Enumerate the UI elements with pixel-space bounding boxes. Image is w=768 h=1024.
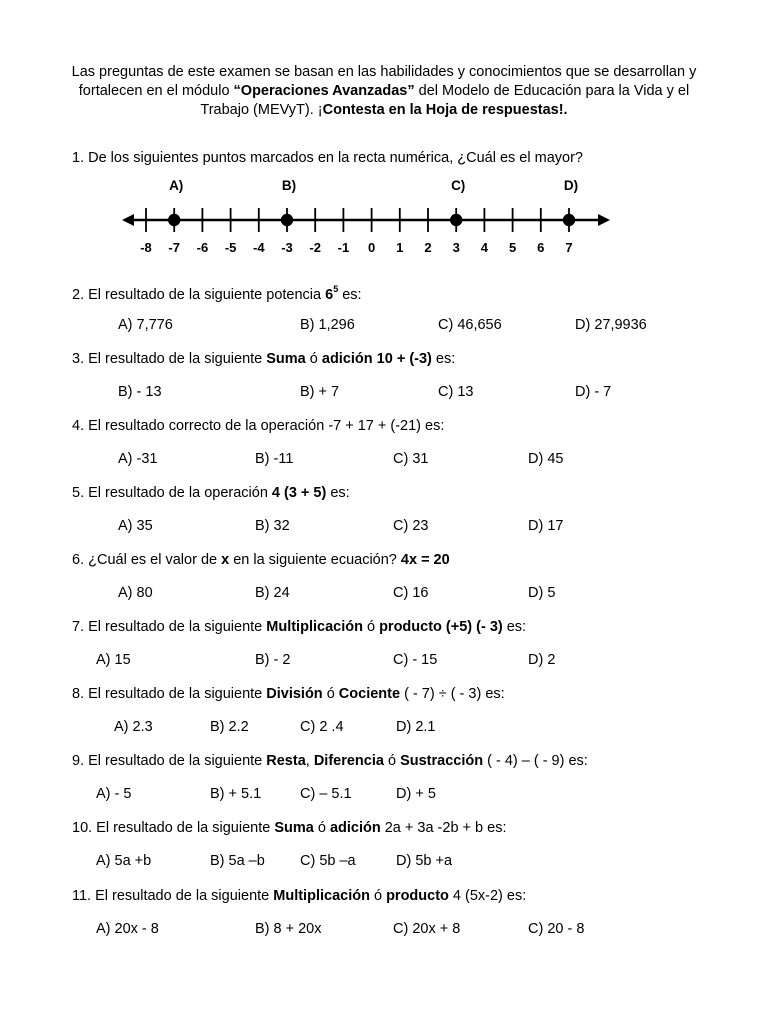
number-line-tick-label: 3 bbox=[452, 240, 460, 255]
answer-option: D) 45 bbox=[528, 451, 564, 467]
question-text: 4 (5x-2) es: bbox=[448, 888, 527, 904]
question-text: 6. ¿Cuál es el valor de bbox=[72, 552, 222, 568]
question-text: 4 (3 + 5) bbox=[271, 485, 327, 501]
number-line-point bbox=[563, 214, 575, 226]
number-line-tick-label: -1 bbox=[337, 240, 350, 255]
answer-option: B) 2.2 bbox=[210, 719, 249, 735]
question-text: ó bbox=[369, 888, 387, 904]
question-text: es: bbox=[431, 351, 456, 367]
number-line-tick-label: 0 bbox=[367, 240, 376, 255]
number-line-point bbox=[168, 214, 180, 226]
answer-option: D) 27,9936 bbox=[575, 317, 647, 333]
number-line-tick-label: 4 bbox=[480, 240, 489, 255]
answer-option: A) 5a +b bbox=[96, 853, 152, 869]
question-9 bbox=[72, 753, 588, 769]
question-text: Suma bbox=[266, 351, 306, 367]
question-text: 8. El resultado de la siguiente bbox=[72, 686, 267, 702]
answer-option: D) 2.1 bbox=[396, 719, 436, 735]
question-text: Resta bbox=[266, 753, 306, 769]
question-text: ó bbox=[383, 753, 401, 769]
question-text: Suma bbox=[274, 820, 314, 836]
question-text: ó bbox=[322, 686, 339, 702]
question-text: ( - 4) – ( - 9) es: bbox=[483, 753, 588, 769]
question-text: 5 bbox=[333, 284, 339, 294]
question-5 bbox=[72, 485, 350, 501]
number-line-tick-label: 2 bbox=[424, 240, 432, 255]
answer-option: C) 20 - 8 bbox=[528, 921, 585, 937]
answer-option: C) 2 .4 bbox=[300, 719, 344, 735]
answer-option: C) 13 bbox=[438, 384, 474, 400]
intro-paragraph bbox=[60, 63, 708, 120]
question-text: es: bbox=[338, 287, 362, 303]
question-6 bbox=[72, 552, 450, 568]
number-line-tick-label: 6 bbox=[537, 240, 545, 255]
question-text: 4x = 20 bbox=[400, 552, 450, 568]
question-text: 2a + 3a -2b + b es: bbox=[380, 820, 507, 836]
question-text: Sustracción bbox=[400, 753, 484, 769]
question-11 bbox=[72, 888, 526, 904]
intro-text-2: del Modelo de Educación para la Vida y el Trabajo (MEVyT). ¡ bbox=[200, 83, 690, 118]
answer-option: C) 46,656 bbox=[438, 317, 502, 333]
question-text: 11. El resultado de la siguiente bbox=[72, 888, 274, 904]
answer-option: C) 5b –a bbox=[300, 853, 356, 869]
question-text: ó bbox=[362, 619, 380, 635]
question-10 bbox=[72, 820, 506, 836]
answer-option: B) 8 + 20x bbox=[255, 921, 322, 937]
answer-option: D) 2 bbox=[528, 652, 556, 668]
intro-text-1: Las preguntas de este examen se basan en las habilidades y conocimientos que se desarrollan y fortalecen en el módulo bbox=[71, 64, 697, 99]
number-line-tick-label: -8 bbox=[140, 240, 152, 255]
question-text: División bbox=[266, 686, 323, 702]
question-4 bbox=[72, 418, 444, 434]
answer-option: A) 2.3 bbox=[114, 719, 153, 735]
question-3 bbox=[72, 351, 455, 367]
question-text: 3. El resultado de la siguiente bbox=[72, 351, 267, 367]
answer-option: B) 1,296 bbox=[300, 317, 355, 333]
answer-option: C) 20x + 8 bbox=[393, 921, 461, 937]
question-text: ó bbox=[305, 351, 322, 367]
question-8 bbox=[72, 686, 505, 702]
question-text: x bbox=[221, 552, 230, 568]
question-text: 4. El resultado correcto de la operación -7 + 17 + (-21) es: bbox=[72, 418, 445, 434]
answer-option: C) 23 bbox=[393, 518, 429, 534]
answer-option: A) -31 bbox=[118, 451, 158, 467]
question-text: adición bbox=[329, 820, 381, 836]
answer-option: C) – 5.1 bbox=[300, 786, 352, 802]
question-text: producto bbox=[386, 888, 449, 904]
answer-option: B) + 7 bbox=[300, 384, 340, 400]
answer-option: A) 7,776 bbox=[118, 317, 173, 333]
question-7 bbox=[72, 619, 526, 635]
question-text: es: bbox=[326, 485, 350, 501]
answer-option: B) - 2 bbox=[255, 652, 291, 668]
number-line-point-label: C) bbox=[451, 178, 466, 193]
answer-option: A) 15 bbox=[96, 652, 131, 668]
arrow-right-icon bbox=[598, 214, 610, 226]
question-text: 5. El resultado de la operación bbox=[72, 485, 272, 501]
answer-option: A) 35 bbox=[118, 518, 153, 534]
question-text: Cociente bbox=[338, 686, 401, 702]
number-line-tick-label: -5 bbox=[224, 240, 237, 255]
answer-option: B) 5a –b bbox=[210, 853, 265, 869]
number-line-point-label: B) bbox=[281, 178, 297, 193]
intro-module-name: “Operaciones Avanzadas” bbox=[233, 83, 415, 99]
question-text: Diferencia bbox=[313, 753, 384, 769]
answer-option: D) 5 bbox=[528, 585, 556, 601]
answer-option: B) 32 bbox=[255, 518, 290, 534]
answer-option: D) + 5 bbox=[396, 786, 436, 802]
question-2 bbox=[72, 284, 362, 303]
number-line-point bbox=[450, 214, 462, 226]
answer-option: A) 80 bbox=[118, 585, 153, 601]
question-text: 6 bbox=[325, 287, 334, 303]
question-text: en la siguiente ecuación? bbox=[229, 552, 401, 568]
question-text: 7. El resultado de la siguiente bbox=[72, 619, 267, 635]
answer-option: D) - 7 bbox=[575, 384, 612, 400]
number-line-tick-label: 5 bbox=[508, 240, 517, 255]
question-text: adición 10 + (-3) bbox=[321, 351, 432, 367]
question-text: , bbox=[305, 753, 314, 769]
arrow-left-icon bbox=[122, 214, 134, 226]
answer-option: D) 17 bbox=[528, 518, 564, 534]
question-text: 10. El resultado de la siguiente bbox=[72, 820, 275, 836]
answer-option: D) 5b +a bbox=[396, 853, 453, 869]
number-line-tick-label: -6 bbox=[196, 240, 209, 255]
number-line-tick-label: -2 bbox=[309, 240, 321, 255]
answer-option: B) - 13 bbox=[118, 384, 162, 400]
question-text: 9. El resultado de la siguiente bbox=[72, 753, 267, 769]
question-text: 1. De los siguientes puntos marcados en la recta numérica, ¿Cuál es el mayor? bbox=[72, 150, 583, 166]
number-line-tick-label: -4 bbox=[253, 240, 265, 255]
number-line bbox=[110, 172, 620, 262]
question-text: ó bbox=[313, 820, 330, 836]
number-line-point-label: D) bbox=[563, 178, 579, 193]
question-text: ( - 7) ÷ ( - 3) es: bbox=[400, 686, 505, 702]
number-line-point bbox=[281, 214, 293, 226]
question-1 bbox=[72, 150, 583, 166]
question-text: producto (+5) (- 3) bbox=[379, 619, 503, 635]
answer-option: B) -11 bbox=[255, 451, 294, 467]
answer-option: C) 31 bbox=[393, 451, 429, 467]
answer-option: C) - 15 bbox=[393, 652, 438, 668]
number-line-tick-label: -3 bbox=[281, 240, 293, 255]
question-text: es: bbox=[502, 619, 527, 635]
number-line-tick-label: 7 bbox=[565, 240, 573, 255]
question-text: Multiplicación bbox=[273, 888, 370, 904]
answer-option: A) - 5 bbox=[96, 786, 132, 802]
question-text: Multiplicación bbox=[266, 619, 363, 635]
question-text: 2. El resultado de la siguiente potencia bbox=[72, 287, 326, 303]
number-line-tick-label: 1 bbox=[396, 240, 404, 255]
answer-option: B) + 5.1 bbox=[210, 786, 262, 802]
answer-option: B) 24 bbox=[255, 585, 290, 601]
intro-instruction: Contesta en la Hoja de respuestas!. bbox=[322, 102, 568, 118]
number-line-tick-label: -7 bbox=[168, 240, 180, 255]
answer-option: C) 16 bbox=[393, 585, 429, 601]
number-line-point-label: A) bbox=[169, 178, 184, 193]
answer-option: A) 20x - 8 bbox=[96, 921, 159, 937]
